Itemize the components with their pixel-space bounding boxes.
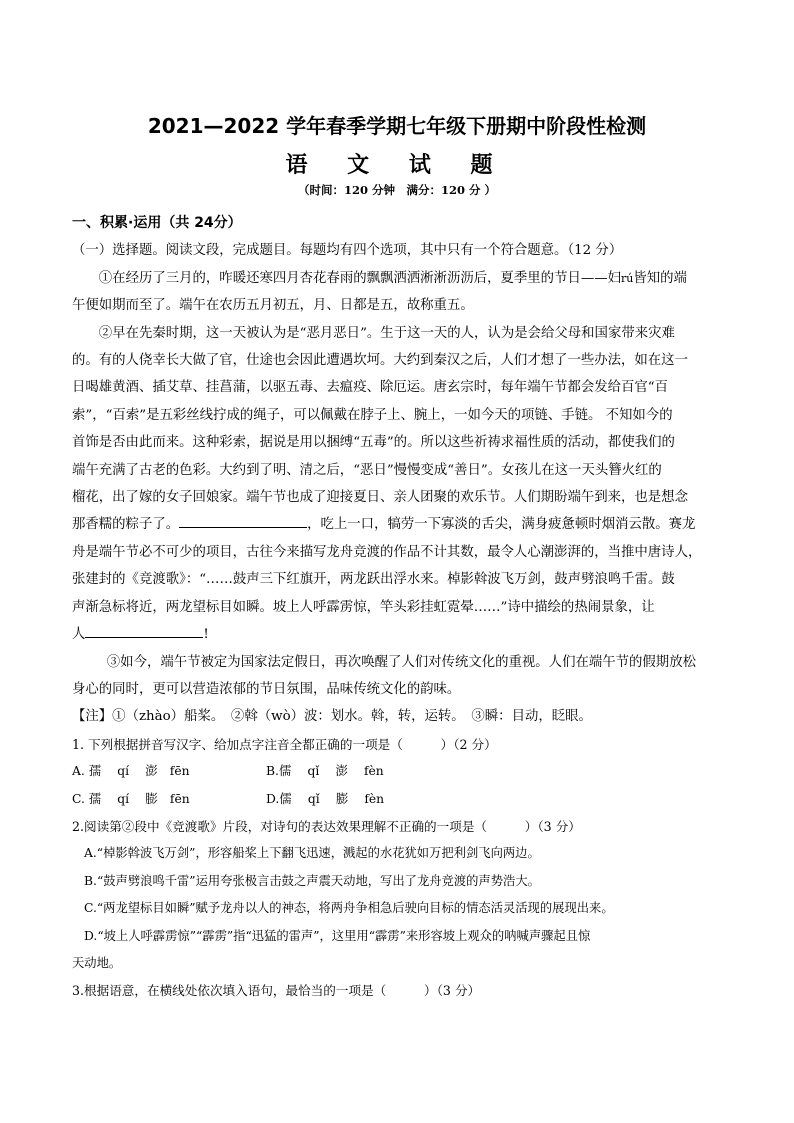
- paragraph-2-line-10: 张建封的《竞渡歌》：“……鼓声三下红旗开，两龙跃出浮水来。棹影斡波飞万剑，鼓声劈浪鸣千雷。鼓: [72, 572, 675, 588]
- paragraph-2-line-3: 日喝雄黄酒、插艾草、挂菖蒲，以驱五毒、去瘟疫、除厄运。唐玄宗时，每年端午节都会发给百官“百: [72, 380, 669, 396]
- paragraph-1-line-1: [72, 265, 724, 292]
- q1-option-c[interactable]: C. 孺 qí 膨 fēn: [72, 791, 190, 806]
- paragraph-2-line-8: [72, 511, 724, 538]
- paragraph-2-line-11: 声渐急标将近，两龙望标目如瞬。坡上人呼霹雳惊，竿头彩挂虹霓晕……”诗中描绘的热闹景象，让: [72, 599, 655, 615]
- paragraph-1-line-2: 午便如期而至了。端午在农历五月初五，月、日都是五，故称重五。: [72, 298, 474, 314]
- question-1: 1. 下列根据拼音写汉字、给加点字注音全都正确的一项是（ ）（2 分）: [72, 736, 497, 752]
- text-span: 人: [72, 627, 86, 643]
- paragraph-2-line-7: 榴花，出了嫁的女子回娘家。端午节也成了迎接夏日、亲人团聚的欢乐节。人们期盼端午到来，也是想念: [72, 490, 688, 506]
- paragraph-3-line-2: 身心的同时，更可以营造浓郁的节日氛围，品味传统文化的韵味。: [72, 681, 461, 697]
- subject-title: 语 文 试 题: [285, 152, 509, 178]
- paragraph-3-line-1: ③如今，端午节被定为国家法定假日，再次唤醒了人们对传统文化的重视。人们在端午节的假期放松: [106, 654, 696, 670]
- fill-blank-1[interactable]: [179, 513, 307, 528]
- paragraph-2-line-2: 的。有的人侥幸长大做了官，仕途也会因此遭遇坎坷。大约到秦汉之后，人们才想了一些办法，如在这一: [72, 353, 688, 369]
- text-span: 皆知的端: [633, 270, 687, 286]
- paragraph-2-line-4: 索”，“百索”是五彩丝线拧成的绳子，可以佩戴在脖子上、腕上，一如今天的项链、手链。 不知如今的: [72, 407, 673, 423]
- q1-option-d[interactable]: D.儒 qǐ 膨 fèn: [266, 791, 385, 806]
- paragraph-2-line-12: [72, 621, 724, 648]
- pinyin-annotation: rú: [621, 271, 634, 285]
- paragraph-2-line-9: 舟是端午节必不可少的项目，古往今来描写龙舟竞渡的作品不计其数，最令人心潮澎湃的，当推中唐诗人，: [72, 544, 702, 560]
- footnote: 【注】①（zhào）船桨。 ②斡（wò）波：划水。斡，转，运转。 ③瞬：目动，眨眼。: [72, 709, 592, 725]
- q2-option-c[interactable]: C.“两龙望标目如瞬”赋予龙舟以人的神态，将两舟争相急后驶向目标的情态活灵活现的展现出来。: [84, 901, 614, 916]
- q2-option-b[interactable]: B.“鼓声劈浪鸣千雷”运用夸张极言击鼓之声震天动地，写出了龙舟竞渡的声势浩大。: [84, 873, 540, 888]
- paragraph-2-line-1: ②早在先秦时期，这一天被认为是“恶月恶日”。生于这一天的人，认为是会给父母和国家带来灾难: [98, 325, 675, 341]
- paragraph-2-line-5: 首饰是否由此而来。这种彩索，据说是用以捆缚“五毒”的。所以这些祈祷求福性质的活动，都使我们的: [72, 435, 675, 451]
- section-instruction: （一）选择题。阅读文段，完成题目。每题均有四个选项，其中只有一个符合题意。（12 分）: [72, 243, 623, 259]
- exam-content: [72, 210, 724, 1005]
- q1-options-row-2: [72, 786, 724, 813]
- q1-options-row-1: [72, 758, 724, 785]
- text-span: ①在经历了三月的，咋暖还寒四月杏花春雨的飘飘洒洒淅淅沥沥后，夏季里的节日——妇: [98, 270, 622, 286]
- exam-info: （时间：120 分钟 满分：120 分 ）: [297, 183, 497, 197]
- text-span: 那香糯的粽子了。: [72, 517, 180, 533]
- question-2: 2.阅读第②段中《竞渡歌》片段，对诗句的表达效果理解不正确的一项是（ ）（3 分）: [72, 818, 581, 834]
- section-heading: 一、积累·运用（共 24分）: [72, 215, 242, 231]
- fill-blank-2[interactable]: [85, 623, 203, 638]
- text-span: ，吃上一口，犒劳一下寡淡的舌尖，满身疲惫顿时烟消云散。赛龙: [307, 517, 696, 533]
- q2-option-d[interactable]: D.“坡上人呼霹雳惊”“霹雳”指“迅猛的雷声”，这里用“霹雳”来形容坡上观众的呐喊声骤起且惊: [84, 928, 591, 943]
- q1-option-a[interactable]: A. 孺 qí 澎 fēn: [72, 764, 190, 779]
- q1-option-b[interactable]: B.儒 qǐ 澎 fèn: [266, 764, 384, 779]
- q2-option-d-cont: 天动地。: [72, 955, 122, 970]
- exam-title: 2021—2022 学年春季学期七年级下册期中阶段性检测: [147, 114, 647, 138]
- text-span: !: [203, 627, 209, 643]
- paragraph-2-line-6: 端午充满了古老的色彩。大约到了明、清之后，“恶日”慢慢变成“善日”。女孩儿在这一天头簪火红的: [72, 462, 662, 478]
- question-3: 3.根据语意，在横线处依次填入语句，最恰当的一项是（ ）（3 分）: [72, 983, 481, 999]
- q2-option-a[interactable]: A.“棹影斡波飞万剑”，形容船桨上下翻飞迅速，溅起的水花犹如万把利剑飞向两边。: [84, 846, 540, 861]
